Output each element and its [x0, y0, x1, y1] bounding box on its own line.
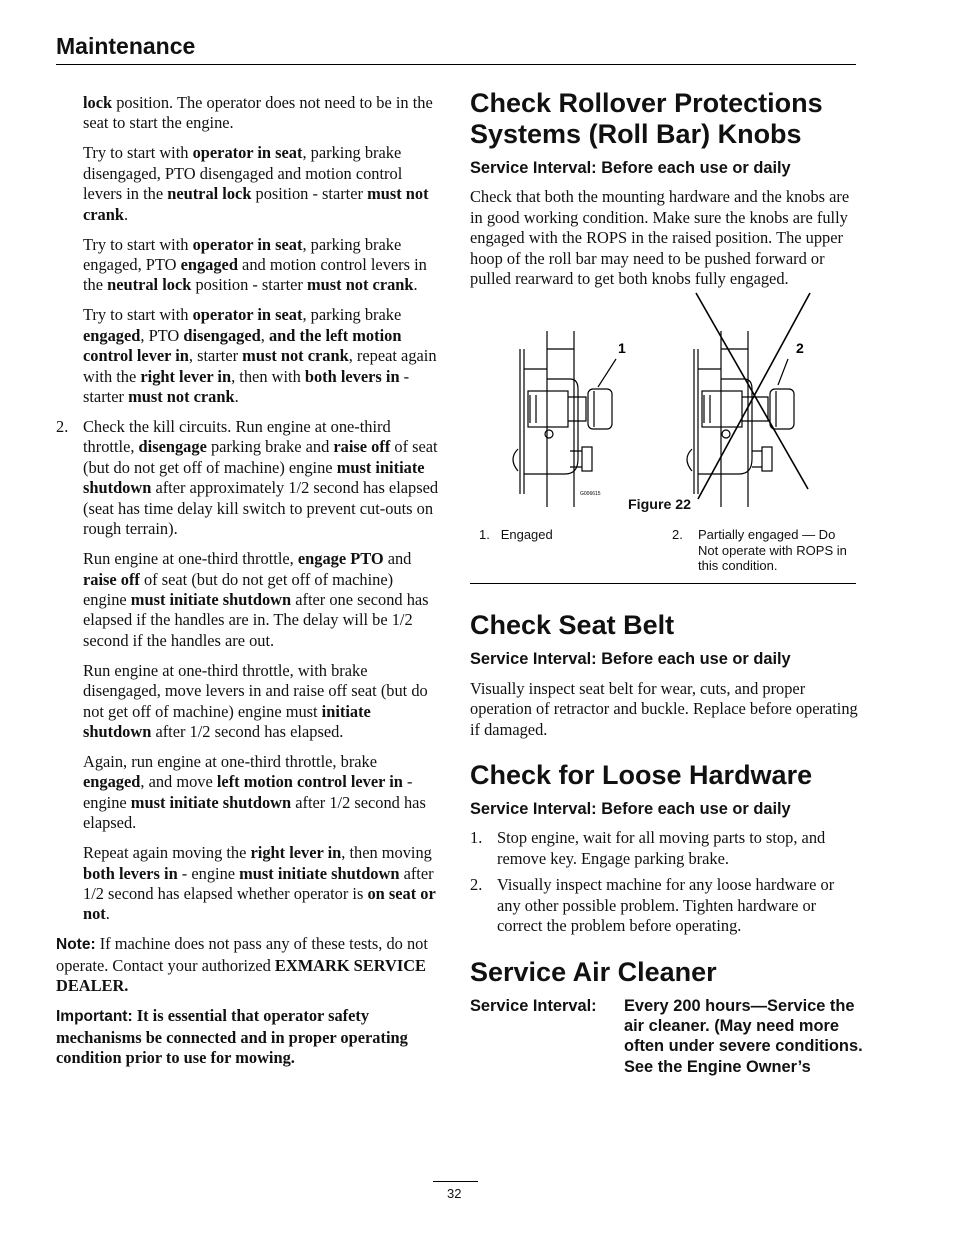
page-number-rule: [433, 1181, 478, 1182]
important-label: Important:: [56, 1008, 133, 1026]
paragraph-left-lever-test: Again, run engine at one-third throttle, brake engaged, and move left motion control lever in - engine must initiate shutdown after 1/2 second has elapsed.: [83, 751, 426, 833]
section-title-air-cleaner: Service Air Cleaner: [470, 956, 717, 987]
paragraph-right-lever-test: Repeat again moving the right lever in, then moving both levers in - engine must initiate shutdown after 1/2 second has elapsed whether operator is on seat or not.: [83, 843, 436, 924]
callout-2: 2: [796, 340, 804, 357]
list-item-kill-circuits: 2. Check the kill circuits. Run engine at one-third throttle, disengage parking brake and raise off of seat (but do not get off of machine) engine must initiate shutdown after approximately 1/2 second has elapsed (seat has time delay kill switch to prevent cut-outs on rough terrain).: [56, 417, 439, 539]
legend-item-1: 1. Engaged: [479, 527, 553, 543]
section-title-seat-belt: Check Seat Belt: [470, 610, 675, 641]
left-column: [56, 93, 440, 1078]
header-rule: [56, 64, 856, 65]
page-header-title: Maintenance: [56, 33, 196, 59]
figure-caption: Figure 22: [628, 497, 692, 514]
figure-rops-knobs: [470, 289, 856, 523]
figure-legend: [470, 527, 858, 583]
section-title-rops: Check Rollover Protections Systems (Roll Bar) Knobs: [470, 88, 823, 149]
list-item: 1. Stop engine, wait for all moving parts to stop, and remove key. Engage parking brake.: [470, 828, 826, 868]
paragraph-lock: lock position. The operator does not need to be in the seat to start the engine.: [83, 93, 433, 133]
callout-1: 1: [618, 340, 626, 357]
note-label: Note:: [56, 936, 96, 954]
paragraph-levers-in-test: Run engine at one-third throttle, with brake disengaged, move levers in and raise off seat (but do not get off of machine) engine must initiate shutdown after 1/2 second has elapsed.: [83, 660, 428, 741]
service-interval-seat-belt: Service Interval: Before each use or daily: [470, 650, 791, 669]
legend-item-2: 2. Partially engaged — Do Not operate with ROPS in this condition.: [672, 527, 847, 574]
right-column: [470, 88, 863, 1086]
paragraph-test-1: Try to start with operator in seat, parking brake disengaged, PTO disengaged and motion control levers in the neutral lock position - starter must not crank.: [83, 143, 429, 224]
note-paragraph: Note: If machine does not pass any of these tests, do not operate. Contact your authorized EXMARK SERVICE DEALER.: [56, 934, 428, 996]
service-interval-rops: Service Interval: Before each use or daily: [470, 159, 791, 177]
service-interval-loose-hardware: Service Interval: Before each use or daily: [470, 800, 791, 819]
list-number: 2.: [56, 417, 69, 437]
list-item: 2. Visually inspect machine for any loose hardware or any other possible problem. Tighten hardware or correct the problem before operating.: [470, 875, 835, 936]
service-interval-air-cleaner: Service Interval: Every 200 hours—Service the air cleaner. (May need more often under severe conditions. See the Engine Owner’s: [470, 996, 863, 1076]
page-number: 32: [447, 1186, 462, 1201]
figure-code: G006615: [580, 491, 601, 498]
rops-knob-illustration: [470, 289, 856, 523]
paragraph-test-2: Try to start with operator in seat, parking brake engaged, PTO engaged and motion control levers in the neutral lock position - starter must not crank.: [83, 234, 427, 295]
section-title-loose-hardware: Check for Loose Hardware: [470, 760, 813, 791]
paragraph-test-3: Try to start with operator in seat, parking brake engaged, PTO disengaged, and the left motion control lever in, starter must not crank, repeat again with the right lever in, then with both levers in - starter must not crank.: [83, 305, 437, 407]
rops-body: Check that both the mounting hardware and the knobs are in good working condition. Make sure the knobs are fully engaged with the ROPS in the raised position. The upper hoop of the roll bar may need to be pushed forward or pulled rearward to get both knobs fully engaged.: [470, 187, 850, 289]
service-interval-label: Service Interval:: [470, 996, 597, 1015]
important-paragraph: Important: It is essential that operator safety mechanisms be connected and in proper operating condition prior to use for mowing.: [56, 1006, 408, 1067]
paragraph-pto-test: Run engine at one-third throttle, engage PTO and raise off of seat (but do not get off of machine) engine must initiate shutdown after one second has elapsed if the handles are in. The delay will be 1/2 second if the handles are out.: [83, 549, 429, 650]
seat-belt-body: Visually inspect seat belt for wear, cuts, and proper operation of retractor and buckle. Replace before operating if damaged.: [470, 678, 858, 739]
section-divider: [470, 583, 856, 584]
